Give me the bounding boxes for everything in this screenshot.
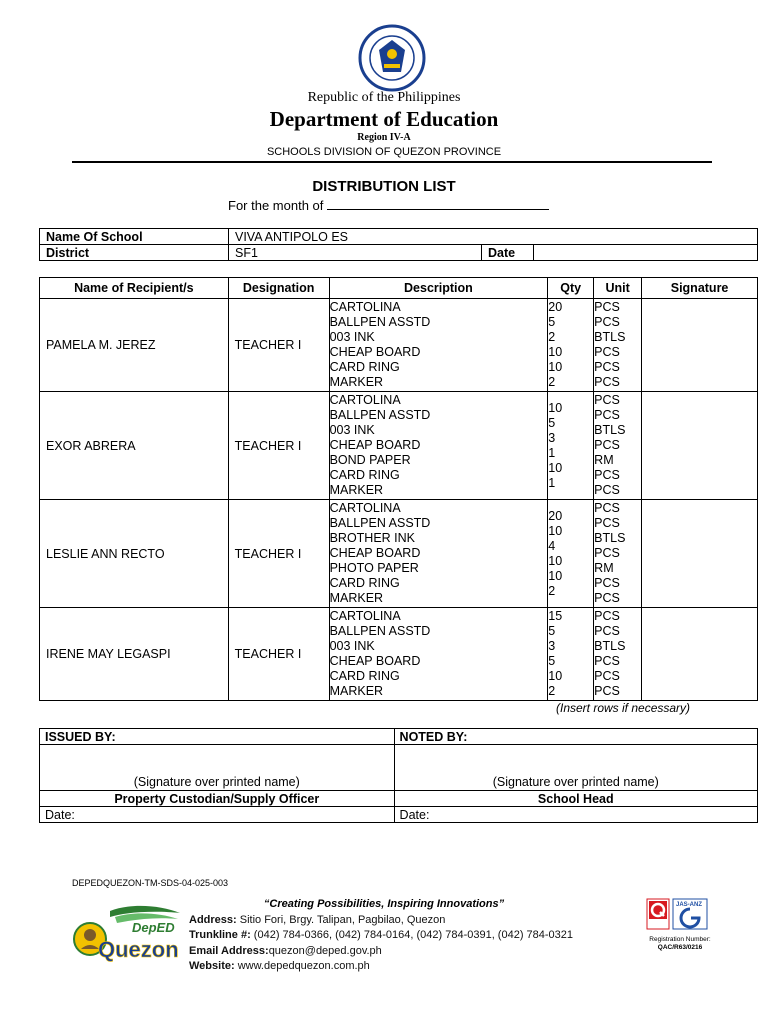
school-name-value[interactable]: VIVA ANTIPOLO ES (229, 229, 758, 245)
item: 003 INK (329, 639, 375, 653)
qty: 10 (548, 669, 563, 683)
signature-caption: (Signature over printed name) (492, 775, 659, 789)
item: CARD RING (329, 468, 400, 482)
recipient-name: PAMELA M. JEREZ (40, 299, 229, 392)
qty: 5 (548, 654, 556, 668)
qty: 20 (548, 300, 563, 314)
signature-table (39, 728, 758, 823)
unit: PCS (594, 501, 620, 515)
logo-top-text: DepED (132, 920, 175, 935)
form-title: DISTRIBUTION LIST (312, 178, 456, 195)
signature-caption: (Signature over printed name) (133, 775, 300, 789)
item: MARKER (329, 375, 384, 389)
recipient-name: IRENE MAY LEGASPI (40, 608, 229, 701)
unit: PCS (594, 624, 620, 638)
item: 003 INK (329, 330, 375, 344)
description-list (329, 500, 548, 608)
col-header-description: Description (329, 278, 548, 299)
recipient-name: EXOR ABRERA (40, 392, 229, 500)
qty: 15 (548, 609, 563, 623)
document-code: DEPEDQUEZON-TM-SDS-04-025-003 (72, 878, 229, 888)
unit-list (594, 608, 642, 701)
noter-role: School Head (394, 791, 757, 807)
qty: 2 (548, 583, 556, 598)
item: CHEAP BOARD (329, 654, 421, 668)
unit: PCS (594, 654, 620, 668)
unit: PCS (594, 546, 620, 560)
description-list (329, 608, 548, 701)
item: PHOTO PAPER (329, 561, 419, 575)
email-label: Email Address: (189, 944, 269, 957)
qty: 10 (548, 400, 563, 415)
table-row (40, 608, 758, 701)
unit: PCS (594, 300, 620, 314)
unit: PCS (594, 591, 620, 605)
address-label: Address: (189, 914, 237, 926)
col-header-unit: Unit (594, 278, 642, 299)
month-blank[interactable] (327, 200, 549, 210)
item: BALLPEN ASSTD (329, 624, 431, 638)
description-list (329, 299, 548, 392)
republic-text: Republic of the Philippines (307, 90, 461, 105)
recipient-designation: TEACHER I (228, 608, 329, 701)
unit: RM (594, 561, 614, 575)
item: MARKER (329, 591, 384, 605)
date-value[interactable] (534, 245, 758, 261)
contact-block (189, 913, 573, 974)
qty: 10 (548, 553, 563, 568)
website-line (189, 959, 573, 974)
col-header-signature: Signature (642, 278, 758, 299)
unit: PCS (594, 360, 620, 374)
unit: PCS (594, 438, 620, 452)
recipient-designation: TEACHER I (228, 299, 329, 392)
email-line (189, 944, 573, 959)
footer-tagline: “Creating Possibilities, Inspiring Innovations” (263, 898, 505, 910)
qty: 2 (548, 375, 556, 389)
noter-signature-area[interactable] (394, 745, 757, 791)
qty: 2 (548, 684, 556, 698)
recipient-designation: TEACHER I (228, 392, 329, 500)
address-value: Sitio Fori, Brgy. Talipan, Pagbilao, Quezon (236, 914, 446, 926)
registration-value: QAC/R63/0216 (657, 944, 703, 951)
website-label: Website: (189, 959, 235, 972)
item: CARTOLINA (329, 393, 401, 407)
unit: PCS (594, 669, 620, 683)
col-header-recipient: Name of Recipient/s (40, 278, 229, 299)
item: MARKER (329, 684, 384, 698)
item: CHEAP BOARD (329, 546, 421, 560)
item: MARKER (329, 483, 384, 497)
item: BROTHER INK (329, 531, 416, 545)
qty-list (548, 500, 594, 608)
signature-cell[interactable] (642, 392, 758, 500)
qty-list (548, 299, 594, 392)
unit-list (594, 392, 642, 500)
unit: RM (594, 453, 614, 467)
deped-seal-icon (357, 24, 427, 92)
qty: 5 (548, 624, 556, 638)
registration-label: Registration Number: (649, 936, 711, 943)
district-value[interactable]: SF1 (229, 245, 482, 261)
unit: PCS (594, 393, 620, 407)
unit: PCS (594, 609, 620, 623)
trunkline-line (189, 928, 573, 943)
qty-list (548, 608, 594, 701)
header-divider (72, 161, 712, 163)
month-line (228, 198, 549, 213)
item: CARTOLINA (329, 300, 401, 314)
qty: 10 (548, 523, 563, 538)
address-line (189, 913, 573, 928)
trunkline-label: Trunkline #: (189, 929, 251, 942)
jas-anz-label: JAS-ANZ (676, 902, 703, 908)
col-header-designation: Designation (228, 278, 329, 299)
unit: PCS (594, 576, 620, 590)
unit: PCS (594, 468, 620, 482)
item: CARD RING (329, 360, 400, 374)
table-row (40, 500, 758, 608)
unit: PCS (594, 345, 620, 359)
distribution-table (39, 277, 758, 701)
qty: 10 (548, 460, 563, 475)
unit: BTLS (594, 639, 626, 653)
item: CARTOLINA (329, 609, 401, 623)
item: CARD RING (329, 576, 400, 590)
issuer-role: Property Custodian/Supply Officer (40, 791, 395, 807)
unit: BTLS (594, 330, 626, 344)
insert-rows-note: (Insert rows if necessary) (556, 701, 691, 715)
qty: 20 (548, 508, 563, 523)
item: 003 INK (329, 423, 375, 437)
qty: 1 (548, 445, 556, 460)
item: BALLPEN ASSTD (329, 315, 431, 329)
unit: PCS (594, 408, 620, 422)
item: CHEAP BOARD (329, 438, 421, 452)
issuer-date-field[interactable]: Date: (40, 807, 395, 823)
school-name-label: Name Of School (40, 229, 229, 245)
qty: 2 (548, 330, 556, 344)
qty: 5 (548, 315, 556, 329)
recipient-name: LESLIE ANN RECTO (40, 500, 229, 608)
qty: 5 (548, 415, 556, 430)
signature-cell[interactable] (642, 608, 758, 701)
table-row (40, 392, 758, 500)
table-header-row (40, 278, 758, 299)
signature-cell[interactable] (642, 500, 758, 608)
item: CHEAP BOARD (329, 345, 421, 359)
qty-list (548, 392, 594, 500)
unit-list (594, 299, 642, 392)
unit: BTLS (594, 531, 626, 545)
qty: 4 (548, 538, 556, 553)
unit: PCS (594, 375, 620, 389)
issuer-signature-area[interactable] (40, 745, 395, 791)
table-row (40, 299, 758, 392)
unit: PCS (594, 315, 620, 329)
registration-number (640, 936, 720, 952)
unit-list (594, 500, 642, 608)
department-title: Department of Education (269, 107, 499, 131)
date-label: Date (482, 245, 534, 261)
noter-date-field[interactable]: Date: (394, 807, 757, 823)
qty: 3 (548, 639, 556, 653)
qty: 3 (548, 430, 556, 445)
division-text: SCHOOLS DIVISION OF QUEZON PROVINCE (266, 146, 502, 158)
month-label: For the month of (228, 198, 324, 213)
qty: 1 (548, 475, 556, 490)
school-info-table (39, 228, 758, 261)
deped-quezon-logo-icon (70, 903, 185, 967)
issued-by-label: ISSUED BY: (40, 729, 395, 745)
item: BOND PAPER (329, 453, 411, 467)
noted-by-label: NOTED BY: (394, 729, 757, 745)
recipient-designation: TEACHER I (228, 500, 329, 608)
item: CARTOLINA (329, 501, 401, 515)
trunkline-value: (042) 784-0366, (042) 784-0164, (042) 784-0391, (042) 784-0321 (250, 929, 574, 942)
qty: 10 (548, 360, 563, 374)
item: BALLPEN ASSTD (329, 408, 431, 422)
item: BALLPEN ASSTD (329, 516, 431, 530)
col-header-qty: Qty (548, 278, 594, 299)
email-value[interactable]: quezon@deped.gov.ph (268, 944, 382, 957)
qty: 10 (548, 568, 563, 583)
description-list (329, 392, 548, 500)
unit: PCS (594, 684, 620, 698)
logo-main-text: Quezon (98, 937, 179, 962)
unit: PCS (594, 483, 620, 497)
unit: PCS (594, 516, 620, 530)
qty: 10 (548, 345, 563, 359)
signature-cell[interactable] (642, 299, 758, 392)
item: CARD RING (329, 669, 400, 683)
website-value[interactable]: www.depedquezon.com.ph (234, 959, 370, 972)
unit: BTLS (594, 423, 626, 437)
region-text: Region IV-A (357, 132, 411, 143)
district-label: District (40, 245, 229, 261)
